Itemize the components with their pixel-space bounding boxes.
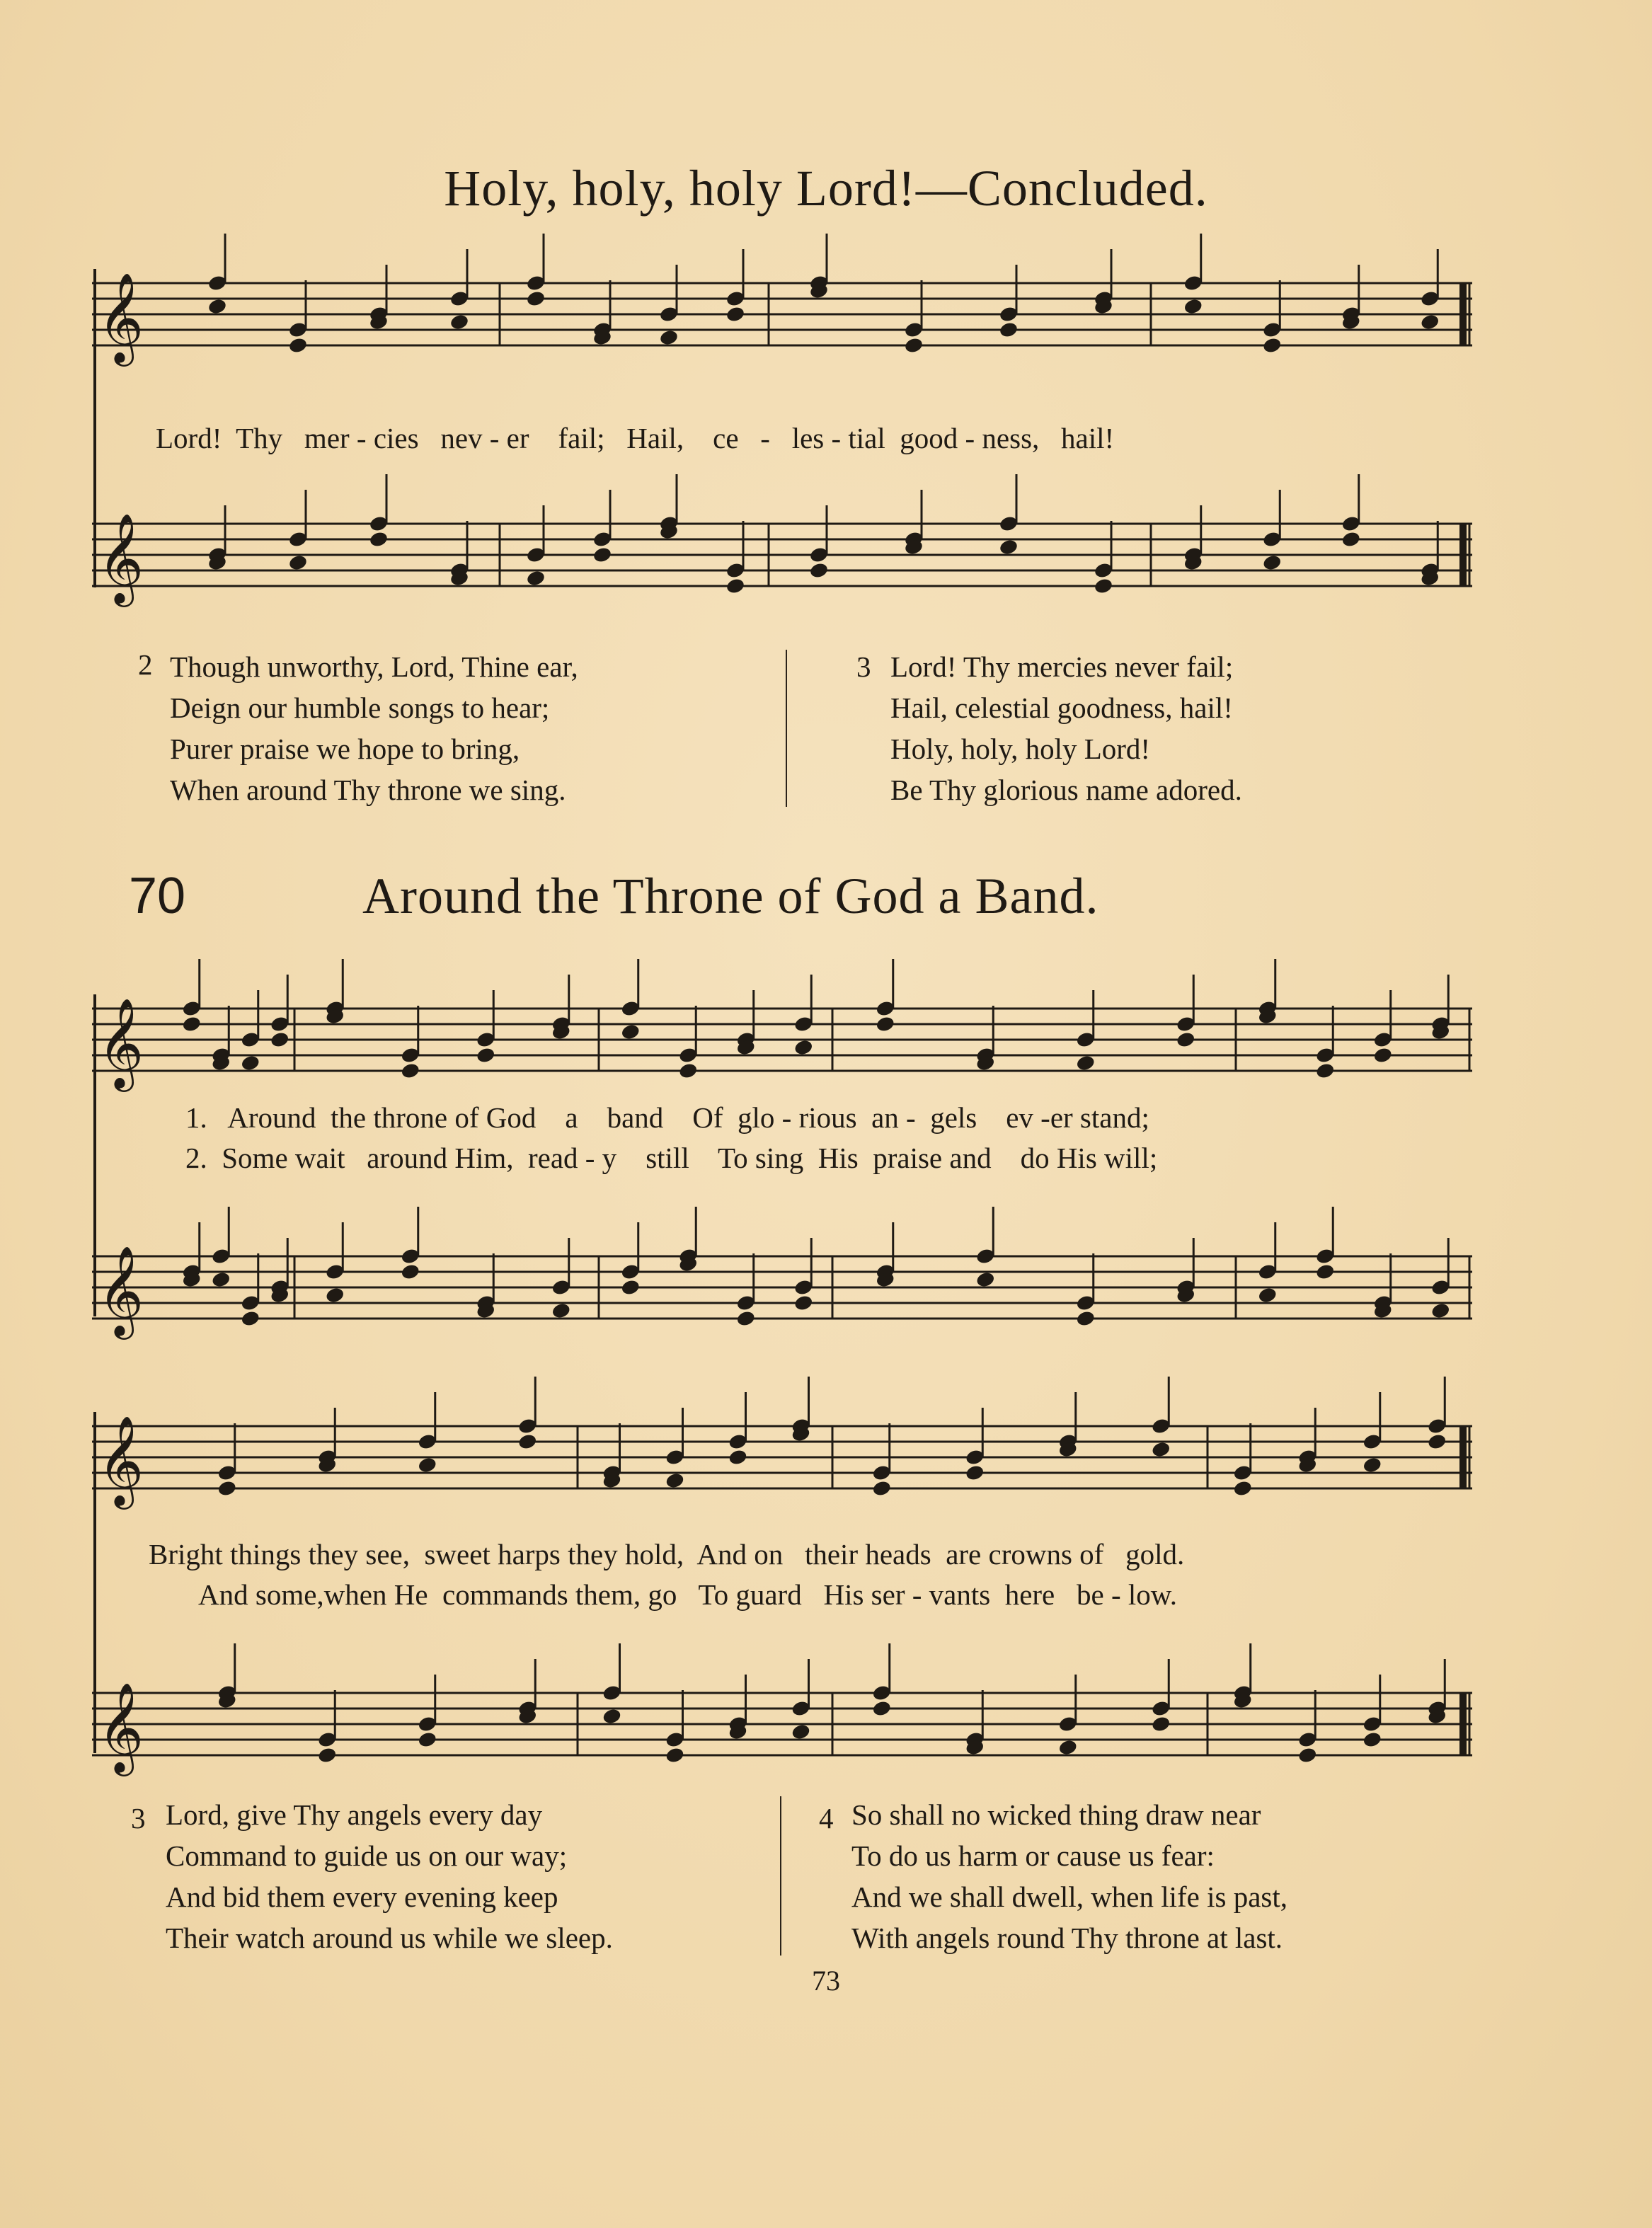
- svg-text:𝄞: 𝄞: [98, 272, 144, 362]
- hymn1-lyric-line: Lord! Thy mer - cies nev - er fail; Hail, ce - les - tial good - ness, hail!: [156, 422, 1115, 454]
- verse-4-text: So shall no wicked thing draw near To do us harm or cause us fear: And we shall dwell, when life is past, With angels round Thy throne at last.: [851, 1798, 1288, 1954]
- system-bracket: [93, 1412, 96, 1753]
- system-bracket: [93, 269, 96, 587]
- verse-divider: [786, 650, 787, 807]
- bass-staff-hymn1: [92, 510, 1472, 609]
- hymn-title-concluded: Holy, holy, holy Lord!—Concluded.: [444, 160, 1208, 217]
- system-bracket: [93, 994, 96, 1316]
- svg-text:𝄞: 𝄞: [98, 1415, 144, 1505]
- svg-text:𝄞: 𝄞: [98, 1682, 144, 1772]
- system2-lyric-line-2: And some,when He commands them, go To guard His ser - vants here be - low.: [198, 1578, 1177, 1611]
- svg-text:𝄞: 𝄞: [98, 512, 144, 603]
- verse-number: 3: [856, 650, 871, 683]
- svg-text:𝄞: 𝄞: [98, 1245, 144, 1336]
- treble-staff-system1: [92, 994, 1472, 1093]
- hymn-number: 70: [129, 868, 186, 924]
- verse-number: 2: [138, 648, 153, 681]
- system2-lyric-line-1: Bright things they see, sweet harps they hold, And on their heads are crowns of gold.: [149, 1538, 1185, 1570]
- treble-staff-system2: [92, 1412, 1472, 1511]
- verse-3-text: Lord! Thy mercies never fail; Hail, celestial goodness, hail! Holy, holy, holy Lord! Be Thy glorious name adored.: [890, 650, 1242, 806]
- treble-staff-hymn1: [92, 269, 1472, 368]
- system1-lyric-line-2: 2. Some wait around Him, read - y still To sing His praise and do His will;: [185, 1142, 1158, 1174]
- verse-divider: [780, 1796, 781, 1956]
- verse-2-text: Though unworthy, Lord, Thine ear, Deign our humble songs to hear; Purer praise we hope to bring, When around Thy throne we sing.: [170, 650, 578, 806]
- page-number: 73: [812, 1965, 840, 1997]
- verse-number: 3: [131, 1802, 146, 1834]
- bass-staff-system2: [92, 1679, 1472, 1778]
- svg-text:𝄞: 𝄞: [98, 997, 144, 1088]
- verse-3-text: Lord, give Thy angels every day Command to guide us on our way; And bid them every evening keep Their watch around us while we sleep.: [166, 1798, 613, 1954]
- bass-staff-system1: [92, 1242, 1472, 1341]
- verse-number: 4: [819, 1802, 834, 1834]
- hymn-title: Around the Throne of God a Band.: [362, 868, 1099, 924]
- system1-lyric-line-1: 1. Around the throne of God a band Of glo - rious an - gels ev -er stand;: [185, 1101, 1149, 1134]
